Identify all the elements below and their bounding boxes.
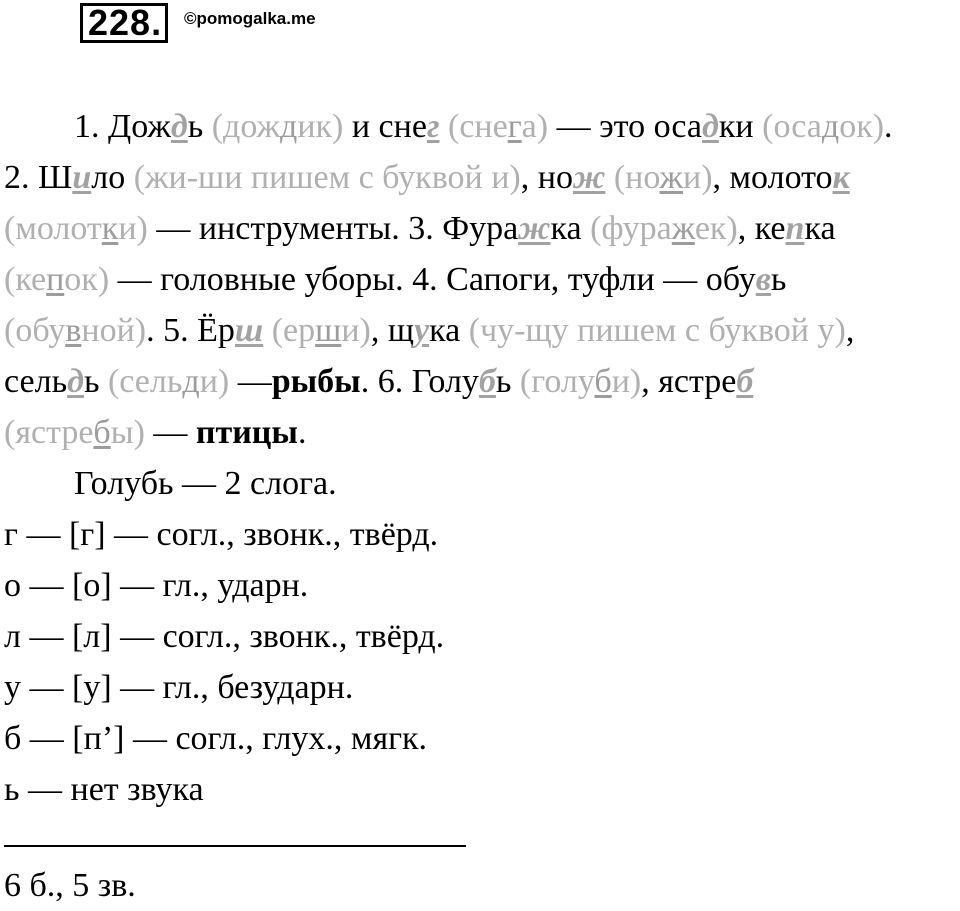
checked-letter: г bbox=[426, 108, 440, 145]
text-run: ка bbox=[429, 312, 469, 349]
check-word-letter: ж bbox=[671, 210, 695, 247]
bold-word: птицы bbox=[195, 414, 298, 451]
text-run: ь bbox=[187, 108, 212, 145]
check-word-letter: б bbox=[93, 414, 111, 451]
text-run: . bbox=[884, 108, 893, 145]
check-word: (ястре bbox=[4, 414, 94, 451]
text-run: . bbox=[297, 414, 307, 451]
text-run: — bbox=[144, 414, 196, 451]
check-word: ек) bbox=[694, 210, 738, 247]
check-word: (ке bbox=[4, 261, 47, 298]
checked-letter: б bbox=[478, 363, 496, 400]
check-word: и) bbox=[341, 312, 371, 349]
check-word-letter: ш bbox=[315, 312, 342, 349]
task-number: 228. bbox=[80, 3, 168, 43]
text-run: о — [о] — гл., ударн. bbox=[4, 567, 309, 604]
watermark: ©pomogalka.me bbox=[184, 9, 316, 28]
text-line bbox=[4, 152, 956, 203]
text-line bbox=[4, 254, 956, 305]
checked-letter: ш bbox=[234, 312, 264, 349]
check-word: и) bbox=[683, 159, 713, 196]
bold-word: рыбы bbox=[271, 363, 361, 400]
checked-letter: в bbox=[755, 261, 771, 298]
check-word: (голу bbox=[519, 363, 595, 400]
check-word-letter: ж bbox=[659, 159, 683, 196]
text-run: ки bbox=[718, 108, 763, 145]
text-line bbox=[4, 203, 956, 254]
text-run: , молото bbox=[712, 159, 833, 196]
check-word: (дож bbox=[211, 108, 280, 145]
text-run bbox=[440, 108, 449, 145]
text-run: , ке bbox=[737, 210, 786, 247]
check-word: (чу-щу пишем с буквой у) bbox=[468, 312, 846, 349]
check-word: ик) bbox=[297, 108, 344, 145]
text-run: г — [г] — согл., звонк., твёрд. bbox=[4, 516, 439, 553]
check-word: (ер bbox=[271, 312, 316, 349]
text-run: б — [п’] — согл., глух., мягк. bbox=[4, 720, 428, 757]
text-run: ь — нет звука bbox=[4, 771, 204, 808]
check-word: и) bbox=[118, 210, 148, 247]
check-word-letter: в bbox=[65, 312, 82, 349]
text-line bbox=[4, 407, 956, 458]
text-run: 2. Ш bbox=[4, 159, 73, 196]
checked-letter: у bbox=[414, 312, 430, 349]
text-run: 1. Дож bbox=[74, 108, 171, 145]
letters-sounds-summary: 6 б., 5 зв. bbox=[4, 867, 136, 904]
text-line bbox=[4, 101, 956, 152]
check-word-letter: д bbox=[821, 108, 840, 145]
check-word: ок) bbox=[839, 108, 885, 145]
text-run: у — [у] — гл., безударн. bbox=[4, 669, 354, 706]
check-word-letter: к bbox=[101, 210, 119, 247]
checked-letter: д bbox=[170, 108, 188, 145]
text-run: , но bbox=[520, 159, 573, 196]
text-run: и сне bbox=[343, 108, 427, 145]
text-run bbox=[263, 312, 272, 349]
text-line bbox=[4, 662, 956, 713]
text-run bbox=[605, 159, 614, 196]
text-line bbox=[4, 713, 956, 764]
text-line bbox=[4, 305, 956, 356]
check-word: и) bbox=[199, 363, 230, 400]
text-line bbox=[4, 356, 956, 407]
check-word: (но bbox=[613, 159, 660, 196]
check-word: (молот bbox=[4, 210, 102, 247]
text-run: , щ bbox=[370, 312, 415, 349]
check-word-letter: п bbox=[46, 261, 65, 298]
text-run: — это оса bbox=[548, 108, 703, 145]
checked-letter: д bbox=[702, 108, 719, 145]
text-run: — bbox=[229, 363, 272, 400]
checked-letter: д bbox=[67, 363, 84, 400]
checked-letter: ж bbox=[518, 210, 551, 247]
check-word: (сель bbox=[107, 363, 183, 400]
text-run: Голубь — 2 слога. bbox=[74, 465, 337, 502]
text-run: ь bbox=[495, 363, 520, 400]
check-word: (фура bbox=[590, 210, 672, 247]
text-run: — головные уборы. 4. Сапоги, туфли — обу bbox=[109, 261, 756, 298]
text-line bbox=[4, 509, 956, 560]
text-run: , bbox=[845, 312, 855, 349]
text-line bbox=[4, 764, 956, 815]
text-line bbox=[4, 458, 956, 509]
text-run: ка bbox=[550, 210, 591, 247]
checked-letter: и bbox=[72, 159, 92, 196]
checked-letter: б bbox=[736, 363, 754, 400]
check-word: (обу bbox=[4, 312, 66, 349]
check-word-letter: б bbox=[594, 363, 612, 400]
text-run: ь bbox=[83, 363, 108, 400]
check-word-letter: г bbox=[507, 108, 522, 145]
check-word-letter: д bbox=[182, 363, 200, 400]
checked-letter: к bbox=[832, 159, 850, 196]
text-run: ь bbox=[770, 261, 787, 298]
check-word: (жи-ши пишем с буквой и) bbox=[133, 159, 521, 196]
check-word: ы) bbox=[110, 414, 145, 451]
text-run: — инструменты. 3. Фура bbox=[147, 210, 519, 247]
text-run: сель bbox=[4, 363, 68, 400]
separator-line bbox=[4, 845, 466, 847]
check-word: а) bbox=[521, 108, 549, 145]
answer-text bbox=[4, 101, 956, 815]
text-line bbox=[4, 560, 956, 611]
checked-letter: ж bbox=[572, 159, 606, 196]
check-word: и) bbox=[611, 363, 642, 400]
text-run: ло bbox=[91, 159, 134, 196]
checked-letter: п bbox=[785, 210, 805, 247]
text-run: . 5. Ёр bbox=[146, 312, 235, 349]
text-run: , ястре bbox=[641, 363, 737, 400]
check-word: ной) bbox=[81, 312, 147, 349]
text-line bbox=[4, 611, 956, 662]
text-run: . 6. Голу bbox=[360, 363, 479, 400]
check-word: (сне bbox=[448, 108, 508, 145]
check-word: ок) bbox=[64, 261, 110, 298]
text-run: л — [л] — согл., звонк., твёрд. bbox=[4, 618, 445, 655]
check-word: (оса bbox=[762, 108, 822, 145]
text-run: ка bbox=[804, 210, 836, 247]
check-word-letter: д bbox=[280, 108, 298, 145]
